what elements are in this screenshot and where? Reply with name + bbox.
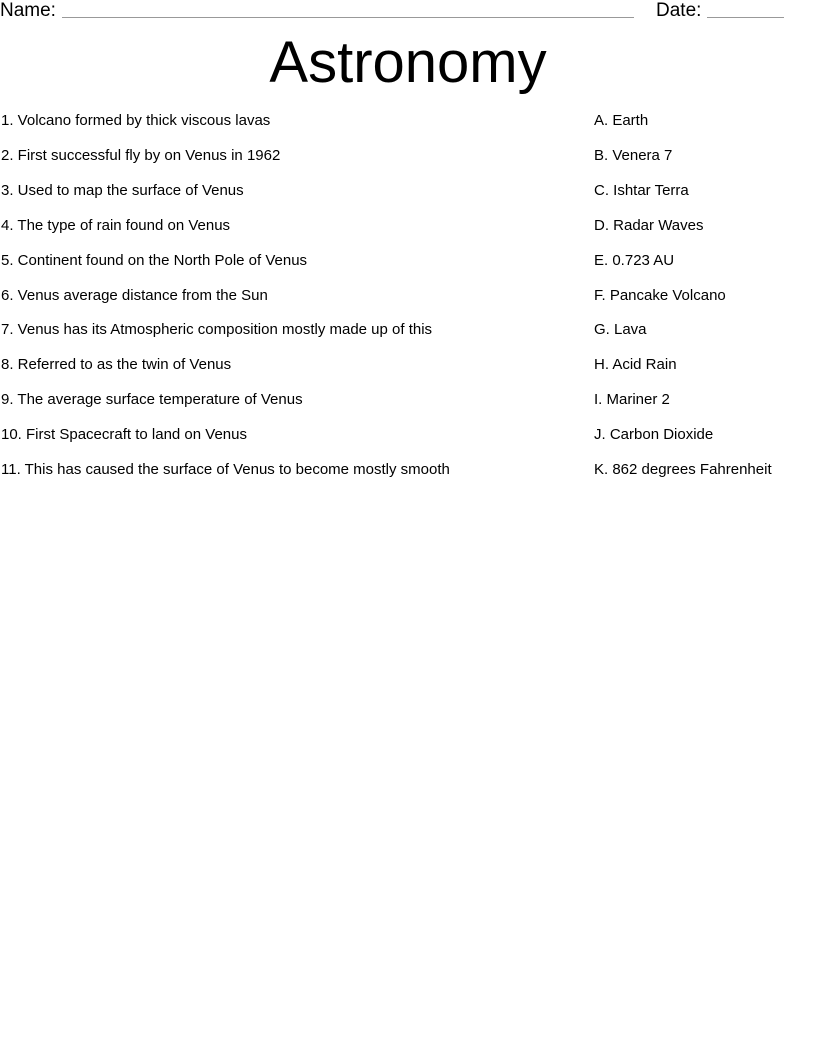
question-text: 5. Continent found on the North Pole of Venus (1, 251, 308, 269)
question-text: 8. Referred to as the twin of Venus (1, 356, 232, 374)
matching-row (0, 425, 816, 445)
question-text: 10. First Spacecraft to land on Venus (1, 426, 247, 444)
question-text: 9. The average surface temperature of Venus (1, 391, 303, 409)
matching-row (0, 216, 816, 236)
answer-option: F. Pancake Volcano (594, 286, 726, 304)
answer-option: E. 0.723 AU (594, 251, 675, 269)
matching-row (0, 390, 816, 410)
question-text: 7. Venus has its Atmospheric composition mostly made up of this (1, 321, 433, 339)
answer-option: H. Acid Rain (594, 356, 677, 374)
matching-row (0, 146, 816, 166)
answer-option: B. Venera 7 (594, 146, 673, 164)
question-text: 4. The type of rain found on Venus (1, 216, 231, 234)
matching-row (0, 320, 816, 340)
answer-option: I. Mariner 2 (594, 391, 670, 409)
page-title: Astronomy (269, 30, 547, 95)
date-label: Date: (656, 0, 702, 21)
name-label: Name: (0, 0, 56, 21)
name-field[interactable] (62, 17, 634, 18)
question-text: 6. Venus average distance from the Sun (1, 286, 268, 304)
answer-option: G. Lava (594, 321, 647, 339)
matching-row (0, 460, 816, 480)
date-field[interactable] (707, 17, 784, 18)
matching-row (0, 251, 816, 271)
answer-option: J. Carbon Dioxide (594, 426, 714, 444)
answer-option: A. Earth (594, 112, 649, 129)
answer-option: K. 862 degrees Fahrenheit (594, 461, 772, 478)
matching-row (0, 111, 816, 131)
matching-row (0, 286, 816, 306)
question-text: 3. Used to map the surface of Venus (1, 181, 244, 199)
question-text: 1. Volcano formed by thick viscous lavas (1, 112, 271, 129)
matching-row (0, 181, 816, 201)
answer-option: C. Ishtar Terra (594, 181, 689, 199)
question-text: 11. This has caused the surface of Venus to become mostly smooth (1, 461, 450, 478)
answer-option: D. Radar Waves (594, 216, 704, 234)
matching-row (0, 355, 816, 375)
question-text: 2. First successful fly by on Venus in 1962 (1, 146, 281, 164)
